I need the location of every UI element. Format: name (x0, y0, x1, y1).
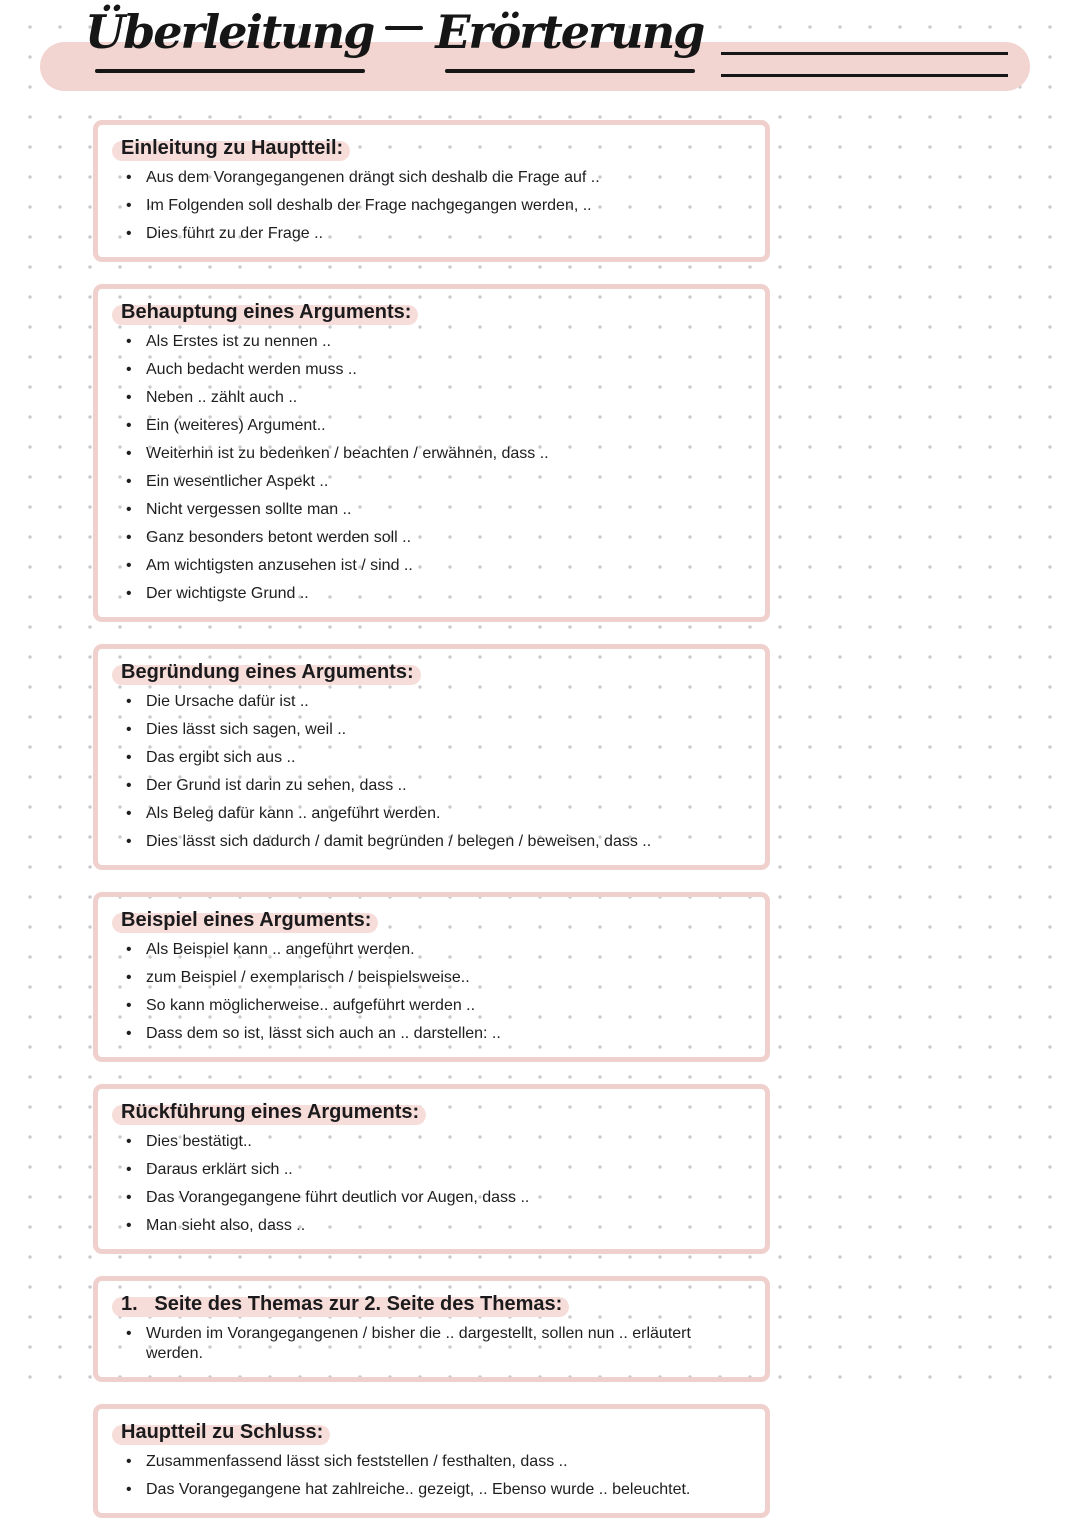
bullet-list (119, 1132, 751, 1236)
bullet-icon (119, 1480, 146, 1500)
bullet-list (119, 692, 751, 852)
section-heading: Einleitung zu Hauptteil: (121, 137, 344, 159)
list-item: • Das Vorangegangene hat zahlreiche.. gezeigt, .. Ebenso wurde .. beleuchtet. (119, 1480, 751, 1500)
list-item: • Das ergibt sich aus .. (119, 748, 751, 768)
list-item: • Auch bedacht werden muss .. (119, 360, 751, 380)
bullet-icon (119, 1188, 146, 1208)
bullet-icon (119, 416, 146, 436)
bullet-list (119, 940, 751, 1044)
list-item: • Wurden im Vorangegangenen / bisher die .. dargestellt, sollen nun .. erläutert werden. (119, 1324, 751, 1364)
list-item: • Dies lässt sich sagen, weil .. (119, 720, 751, 740)
list-item: • Als Beispiel kann .. angeführt werden. (119, 940, 751, 960)
list-item: • Dies bestätigt.. (119, 1132, 751, 1152)
title-word-2: Erörterung (435, 5, 704, 59)
bullet-icon (119, 224, 146, 244)
bullet-list (119, 1452, 751, 1500)
bullet-icon (119, 968, 146, 988)
bullet-icon (119, 940, 146, 960)
title-word-1: Überleitung (85, 5, 374, 59)
bullet-list (119, 168, 751, 244)
bullet-icon (119, 832, 146, 852)
section-heading: Behauptung eines Arguments: (121, 301, 412, 323)
bullet-icon (119, 584, 146, 604)
bullet-icon (119, 1132, 146, 1152)
list-item: • Weiterhin ist zu bedenken / beachten / erwähnen, dass .. (119, 444, 751, 464)
title-content (85, 0, 1008, 77)
bullet-icon (119, 444, 146, 464)
list-item: • Dies führt zu der Frage .. (119, 224, 751, 244)
section-hauptteil-zu-schluss (93, 1404, 770, 1518)
list-item: • Zusammenfassend lässt sich feststellen / festhalten, dass .. (119, 1452, 751, 1472)
bullet-icon (119, 1452, 146, 1472)
bullet-icon (119, 196, 146, 216)
bullet-icon (119, 528, 146, 548)
section-heading: Beispiel eines Arguments: (121, 909, 372, 931)
bullet-icon (119, 996, 146, 1016)
list-item: • Der wichtigste Grund .. (119, 584, 751, 604)
bullet-icon (119, 500, 146, 520)
bullet-icon (119, 1024, 146, 1044)
bullet-icon (119, 472, 146, 492)
section-einleitung-zu-hauptteil (93, 120, 770, 262)
section-begruendung-eines-arguments (93, 644, 770, 870)
bullet-icon (119, 748, 146, 768)
section-heading: Begründung eines Arguments: (121, 661, 414, 683)
title-rule-lines (721, 52, 1008, 77)
list-item: • Ganz besonders betont werden soll .. (119, 528, 751, 548)
list-item: • Das Vorangegangene führt deutlich vor Augen, dass .. (119, 1188, 751, 1208)
list-item: • zum Beispiel / exemplarisch / beispielsweise.. (119, 968, 751, 988)
list-item: • Am wichtigsten anzusehen ist / sind .. (119, 556, 751, 576)
title-dash-line (385, 26, 423, 30)
section-seite-des-themas (93, 1276, 770, 1382)
bullet-icon (119, 168, 146, 188)
list-item: • Als Erstes ist zu nennen .. (119, 332, 751, 352)
bullet-list (119, 332, 751, 604)
list-item: • Ein (weiteres) Argument.. (119, 416, 751, 436)
list-item: • Daraus erklärt sich .. (119, 1160, 751, 1180)
section-heading: 1. Seite des Themas zur 2. Seite des Themas: (121, 1293, 563, 1315)
list-item: • Aus dem Vorangegangenen drängt sich deshalb die Frage auf .. (119, 168, 751, 188)
sections-container (93, 120, 770, 1518)
bullet-icon (119, 776, 146, 796)
bullet-icon (119, 692, 146, 712)
bullet-list (119, 1324, 751, 1364)
bullet-icon (119, 360, 146, 380)
section-behauptung-eines-arguments (93, 284, 770, 622)
page-title (40, 0, 1030, 112)
list-item: • Dies lässt sich dadurch / damit begründen / belegen / beweisen, dass .. (119, 832, 751, 852)
page-title-text (85, 0, 703, 59)
section-beispiel-eines-arguments (93, 892, 770, 1062)
bullet-icon (119, 1216, 146, 1236)
bullet-icon (119, 556, 146, 576)
list-item: • So kann möglicherweise.. aufgeführt werden .. (119, 996, 751, 1016)
list-item: • Der Grund ist darin zu sehen, dass .. (119, 776, 751, 796)
list-item: • Im Folgenden soll deshalb der Frage nachgegangen werden, .. (119, 196, 751, 216)
list-item: • Die Ursache dafür ist .. (119, 692, 751, 712)
list-item: • Als Beleg dafür kann .. angeführt werden. (119, 804, 751, 824)
bullet-icon (119, 804, 146, 824)
list-item: • Nicht vergessen sollte man .. (119, 500, 751, 520)
bullet-icon (119, 1324, 146, 1344)
list-item: • Man sieht also, dass .. (119, 1216, 751, 1236)
bullet-icon (119, 332, 146, 352)
section-rueckfuehrung-eines-arguments (93, 1084, 770, 1254)
bullet-icon (119, 388, 146, 408)
list-item: • Neben .. zählt auch .. (119, 388, 751, 408)
section-heading: Hauptteil zu Schluss: (121, 1421, 324, 1443)
bullet-icon (119, 1160, 146, 1180)
bullet-icon (119, 720, 146, 740)
section-heading: Rückführung eines Arguments: (121, 1101, 420, 1123)
list-item: • Dass dem so ist, lässt sich auch an .. darstellen: .. (119, 1024, 751, 1044)
list-item: • Ein wesentlicher Aspekt .. (119, 472, 751, 492)
